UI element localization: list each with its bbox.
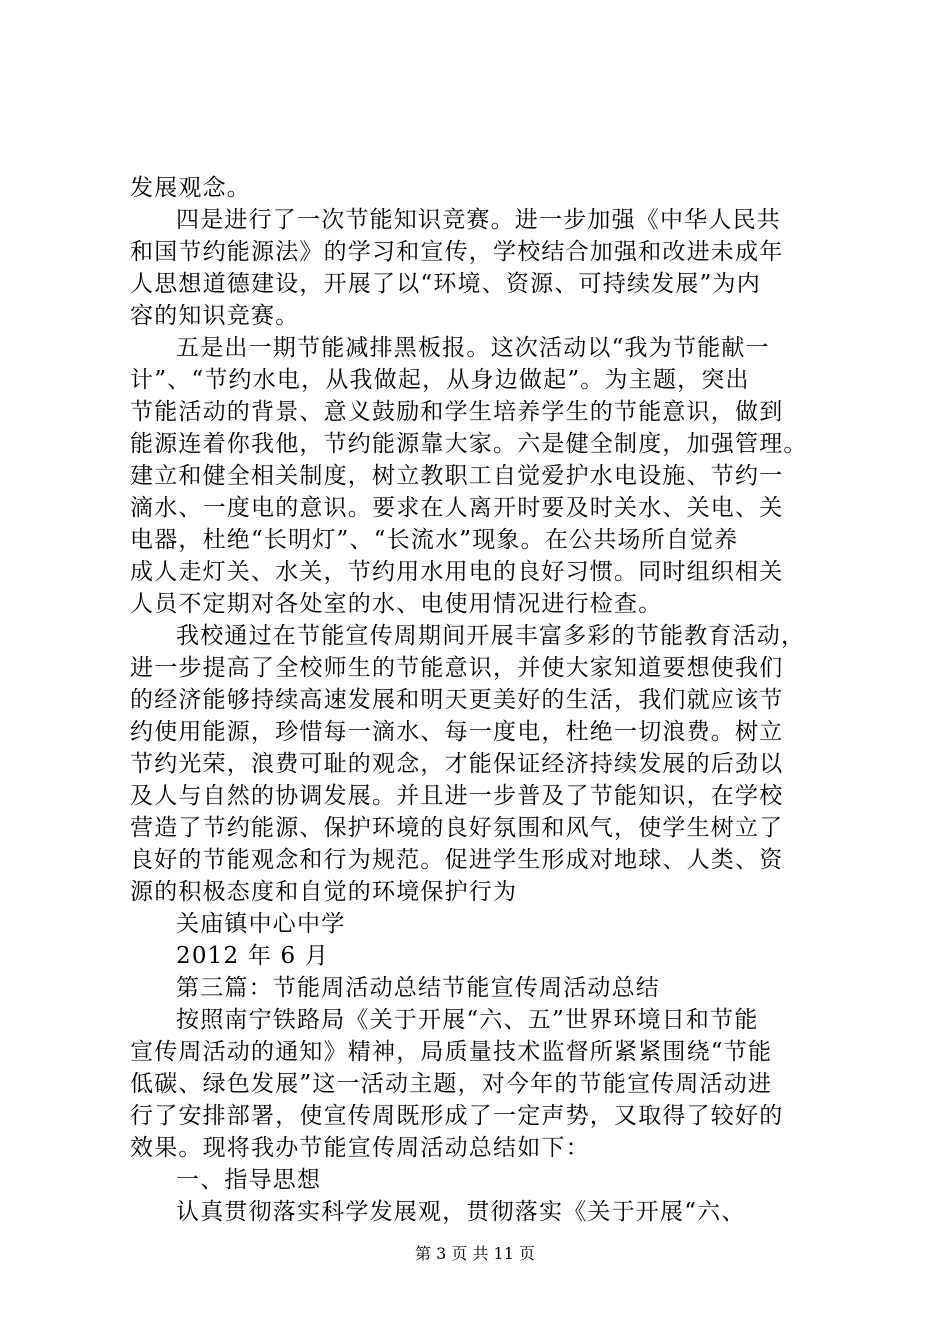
- text-line: 良好的节能观念和行为规范。促进学生形成对地球、人类、资: [130, 847, 784, 873]
- text-line: 源的积极态度和自觉的环境保护行为: [130, 879, 518, 905]
- text-line: 五是出一期节能减排黑板报。这次活动以“我为节能献一: [176, 335, 770, 361]
- text-line: 节能活动的背景、意义鼓励和学生培养学生的节能意识，做到: [130, 399, 784, 425]
- text-line: 的经济能够持续高速发展和明天更美好的生活，我们就应该节: [130, 687, 784, 713]
- text-line: 建立和健全相关制度，树立教职工自觉爱护水电设施、节约一: [130, 463, 784, 489]
- text-line: 约使用能源，珍惜每一滴水、每一度电，杜绝一切浪费。树立: [130, 719, 784, 745]
- text-line: 人思想道德建设，开展了以“环境、资源、可持续发展”为内: [130, 271, 761, 297]
- text-line: 及人与自然的协调发展。并且进一步普及了节能知识，在学校: [130, 783, 784, 809]
- text-line: 效果。现将我办节能宣传周活动总结如下：: [130, 1135, 590, 1161]
- text-line: 认真贯彻落实科学发展观，贯彻落实《关于开展“六、: [176, 1199, 746, 1225]
- signature-date: 2012 年 6 月: [176, 943, 330, 969]
- page-number: 第 3 页 共 11 页: [415, 1244, 535, 1263]
- subsection-heading: 一、指导思想: [176, 1167, 322, 1193]
- text-line: 节约光荣，浪费可耻的观念，才能保证经济持续发展的后劲以: [130, 751, 784, 777]
- text-line: 滴水、一度电的意识。要求在人离开时要及时关水、关电、关: [130, 495, 784, 521]
- text-line: 进一步提高了全校师生的节能意识，并使大家知道要想使我们: [130, 655, 784, 681]
- section-title: 第三篇：节能周活动总结节能宣传周活动总结: [176, 975, 660, 1001]
- text-line: 发展观念。: [130, 175, 251, 201]
- text-line: 行了安排部署，使宣传周既形成了一定声势，又取得了较好的: [130, 1103, 784, 1129]
- text-line: 和国节约能源法》的学习和宣传，学校结合加强和改进未成年: [130, 239, 784, 265]
- text-line: 营造了节约能源、保护环境的良好氛围和风气，使学生树立了: [130, 815, 784, 841]
- text-line: 能源连着你我他，节约能源靠大家。六是健全制度，加强管理。: [130, 431, 808, 457]
- text-line: 宣传周活动的通知》精神，局质量技术监督所紧紧围绕“节能: [130, 1039, 773, 1065]
- text-line: 四是进行了一次节能知识竞赛。进一步加强《中华人民共: [176, 207, 781, 233]
- text-line: 计”、“节约水电，从我做起，从身边做起”。为主题，突出: [130, 367, 750, 393]
- text-line: 我校通过在节能宣传周期间开展丰富多彩的节能教育活动，: [176, 623, 806, 649]
- text-line: 电器，杜绝“长明灯”、“长流水”现象。在公共场所自觉养: [130, 527, 739, 553]
- text-line: 低碳、绿色发展”这一活动主题，对今年的节能宣传周活动进: [130, 1071, 773, 1097]
- signature-org: 关庙镇中心中学: [176, 911, 346, 937]
- text-line: 容的知识竞赛。: [130, 303, 300, 329]
- text-line: 成人走灯关、水关，节约用水用电的良好习惯。同时组织相关: [130, 559, 784, 585]
- text-line: 人员不定期对各处室的水、电使用情况进行检查。: [130, 591, 663, 617]
- text-line: 按照南宁铁路局《关于开展“六、五”世界环境日和节能: [176, 1007, 759, 1033]
